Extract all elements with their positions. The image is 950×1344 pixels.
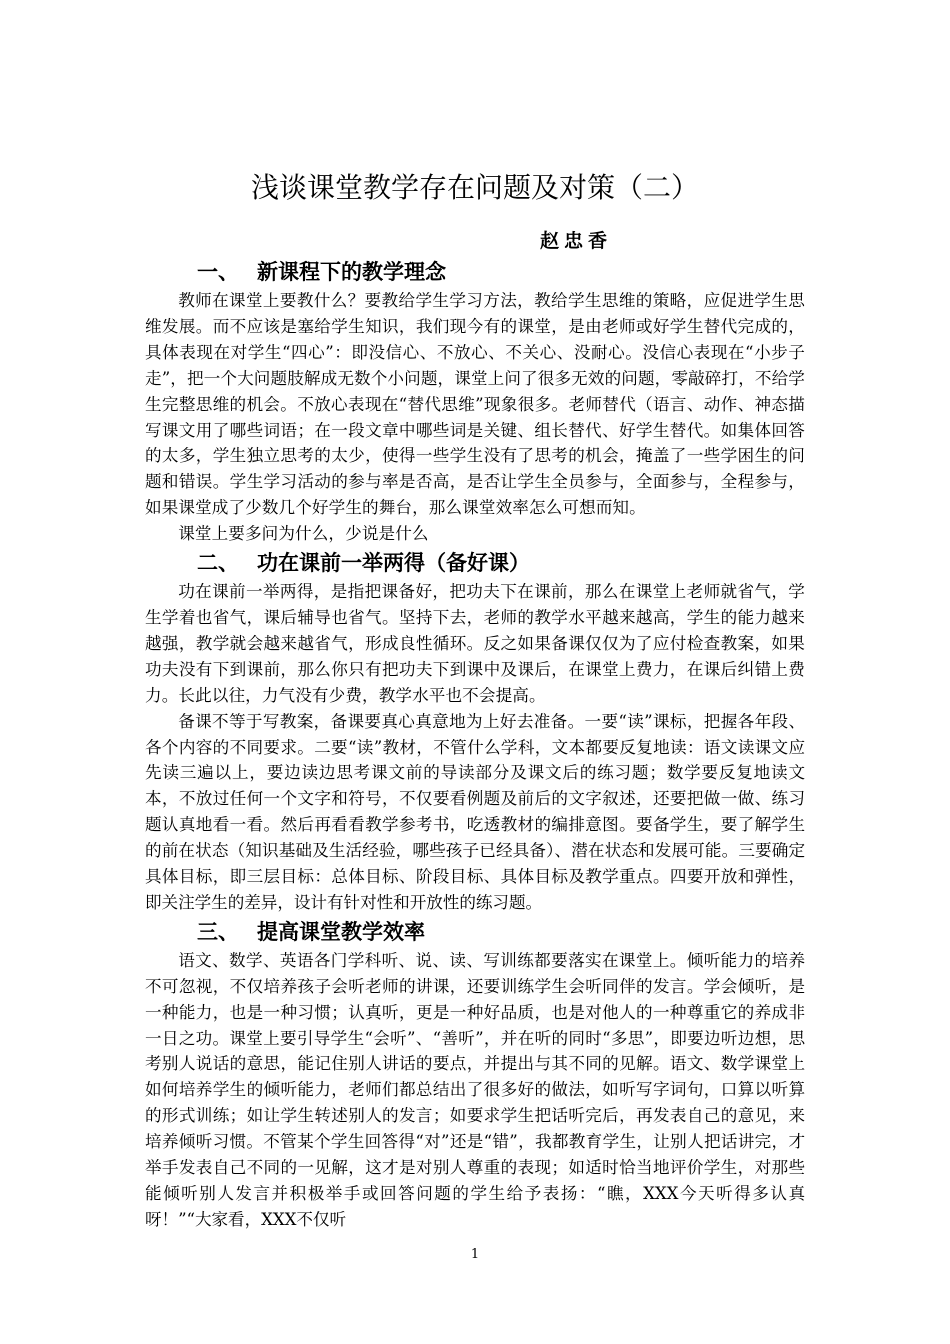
page-number: 1 [470,1247,480,1262]
section-heading-2 [145,547,805,579]
paragraph: 备课不等于写教案，备课要真心真意地为上好去准备。一要“读”课标，把握各年段、各个内容的不同要求。二要“读”教材，不管什么学科，文本都要反复地读：语文读课文应先读三遍以上，要边读边思考课文前的导读部分及课文后的练习题；数学要反复地读文本，不放过任何一个文字和符号，不仅要看例题及前后的文字叙述，还要把做一做、练习题认真地看一看。然后再看看教学参考书，吃透教材的编排意图。要备学生，要了解学生的前在状态（知识基础及生活经验，哪些孩子已经具备）、潜在状态和发展可能。三要确定具体目标，即三层目标：总体目标、阶段目标、具体目标及教学重点。四要开放和弹性，即关注学生的差异，设计有针对性和开放性的练习题。 [145,711,805,912]
section-heading-text: 功在课前一举两得（备好课） [257,551,530,576]
paragraph: 语文、数学、英语各门学科听、说、读、写训练都要落实在课堂上。倾听能力的培养不可忽视，不仅培养孩子会听老师的讲课，还要训练学生会听同伴的发言。学会倾听，是一种能力，也是一种习惯；认真听，更是一种好品质，也是对他人的一种尊重它的养成非一日之功。课堂上要引导学生“会听”、“善听”，并在听的同时“多思”，即要边听边想，思考别人说话的意思，能记住别人讲话的要点，并提出与其不同的见解。语文、数学课堂上如何培养学生的倾听能力，老师们都总结出了很多好的做法，如听写字词句，口算以听算的形式训练；如让学生转述别人的发言；如要求学生把话听完后，再发表自己的意见，来培养倾听习惯。不管某个学生回答得“对”还是“错”，我都教育学生，让别人把话讲完，才举手发表自己不同的一见解，这才是对别人尊重的表现；如适时恰当地评价学生，对那些能倾听别人发言并积极举手或回答问题的学生给予表扬：“瞧，XXX今天听得多认真呀！”“大家看，XXX不仅听 [145,950,805,1229]
section-heading-text: 提高课堂教学效率 [257,919,425,944]
section-heading-1 [145,256,805,288]
paragraph: 课堂上要多问为什么，少说是什么 [178,524,429,544]
document-title: 浅谈课堂教学存在问题及对策（二） [250,171,699,204]
document-body [145,256,805,1233]
author-name: 赵忠香 [540,230,613,252]
section-number: 一、 [197,260,239,284]
section-number: 三、 [197,919,239,944]
paragraph: 教师在课堂上要教什么？要教给学生学习方法，教给学生思维的策略，应促进学生思维发展。而不应该是塞给学生知识，我们现今有的课堂，是由老师或好学生替代完成的，具体表现在对学生“四心”：即没信心、不放心、不关心、没耐心。没信心表现在“小步子走”，把一个大问题肢解成无数个小问题，课堂上问了很多无效的问题，零敲碎打，不给学生完整思维的机会。不放心表现在“替代思维”现象很多。老师替代（语言、动作、神态描写课文用了哪些词语；在一段文章中哪些词是关键、组长替代、好学生替代。如集体回答的太多，学生独立思考的太少，使得一些学生没有了思考的机会，掩盖了一些学困生的问题和错误。学生学习活动的参与率是否高，是否让学生全员参与，全面参与，全程参与，如果课堂成了少数几个好学生的舞台，那么课堂效率怎么可想而知。 [145,291,805,518]
section-number: 二、 [197,551,239,576]
section-heading-text: 新课程下的教学理念 [257,260,446,284]
paragraph: 功在课前一举两得，是指把课备好，把功夫下在课前，那么在课堂上老师就省气，学生学着也省气，课后辅导也省气。坚持下去，老师的教学水平越来越高，学生的能力越来越强，教学就会越来越省气，形成良性循环。反之如果备课仅仅为了应付检查教案，如果功夫没有下到课前，那么你只有把功夫下到课中及课后，在课堂上费力，在课后纠错上费力。长此以往，力气没有少费，教学水平也不会提高。 [145,582,805,705]
section-heading-3 [145,916,805,948]
